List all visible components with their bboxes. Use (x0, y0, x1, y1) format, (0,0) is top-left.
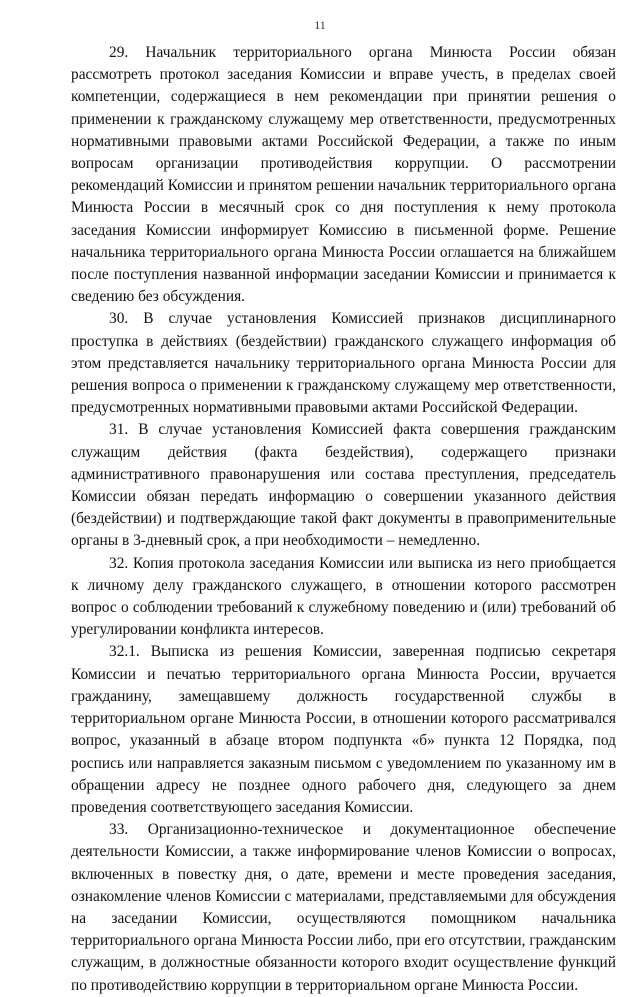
paragraph-32: 32. Копия протокола заседания Комиссии или выписка из него приобщается к личному делу гражданского служащего, в отношении которого рассмотрен вопрос о соблюдении требований к служебному поведению и (или) требований об урегулировании конфликта интересов. (71, 554, 616, 639)
paragraph-31: 31. В случае установления Комиссией факта совершения гражданским служащим действия (факта бездействия), содержащего признаки административного правонарушения или состава преступления, председатель Комиссии обязан передать информацию о совершении указанного действия (бездействии) и подтверждающие такой факт документы в правоприменительные органы в 3-дневный срок, а при необходимости – немедленно. (71, 421, 616, 550)
document-body (71, 42, 616, 997)
paragraph-30: 30. В случае установления Комиссией признаков дисциплинарного проступка в действиях (бездействии) гражданского служащего информация об этом представляется начальнику территориального органа Минюста России для решения вопроса о применении к гражданскому служащему мер ответственности, предусмотренных нормативными правовыми актами Российской Федерации. (71, 310, 616, 417)
page-number: 11 (314, 18, 326, 32)
paragraph-33: 33. Организационно-техническое и документационное обеспечение деятельности Комиссии, а также информирование членов Комиссии о вопросах, включенных в повестку дня, о дате, времени и месте проведения заседания, ознакомление членов Комиссии с материалами, представляемыми для обсуждения на заседании Комиссии, осуществляются помощником начальника территориального органа Минюста России либо, при его отсутствии, гражданским служащим, в должностные обязанности которого входит осуществление функций по противодействию коррупции в территориальном органе Минюста России. (71, 821, 616, 994)
paragraph-29: 29. Начальник территориального органа Минюста России обязан рассмотреть протокол заседания Комиссии и вправе учесть, в пределах своей компетенции, содержащиеся в нем рекомендации при принятии решения о применении к гражданскому служащему мер ответственности, предусмотренных нормативными правовыми актами Российской Федерации, а также по иным вопросам организации противодействия коррупции. О рассмотрении рекомендаций Комиссии и принятом решении начальник территориального органа Минюста России в месячный срок со дня поступления к нему протокола заседания Комиссии информирует Комиссию в письменной форме. Решение начальника территориального органа Минюста России оглашается на ближайшем после поступления названной информации заседании Комиссии и принимается к сведению без обсуждения. (71, 44, 616, 306)
paragraph-32-1: 32.1. Выписка из решения Комиссии, заверенная подписью секретаря Комиссии и печатью территориального органа Минюста России, вручается гражданину, замещавшему должность государственной службы в территориальном органе Минюста России, в отношении которого рассматривался вопрос, указанный в абзаце втором подпункта «б» пункта 12 Порядка, под роспись или направляется заказным письмом с уведомлением по указанному им в обращении адресу не позднее одного рабочего дня, следующего за днем проведения соответствующего заседания Комиссии. (71, 643, 616, 816)
